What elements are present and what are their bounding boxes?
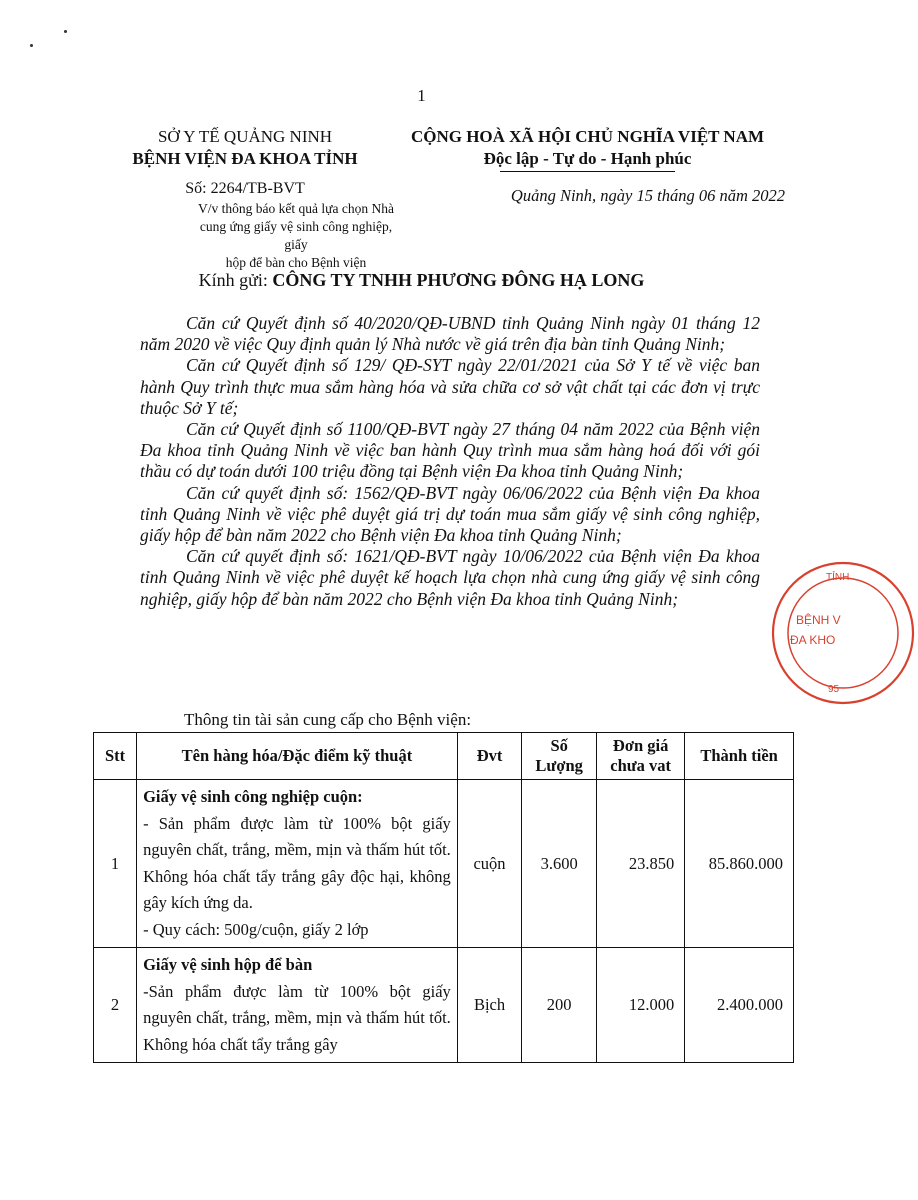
header-qty-line2: Lượng <box>535 756 583 775</box>
item-name: Giấy vệ sinh hộp để bàn <box>143 955 313 974</box>
legal-basis-item: Căn cứ quyết định số: 1562/QĐ-BVT ngày 06/06/2022 của Bệnh viện Đa khoa tỉnh Quảng Ninh về việc phê duyệt giá trị dự toán mua sắm giấy vệ sinh công nghiệp, giấy hộp để bàn năm 2022 cho Bệnh viện Đa khoa tỉnh Quảng Ninh; <box>140 482 760 546</box>
national-motto: Độc lập - Tự do - Hạnh phúc <box>483 149 692 168</box>
cell-stt: 2 <box>94 948 137 1063</box>
motto-underline <box>500 171 675 172</box>
stamp-text-bottom: 95 <box>828 684 840 695</box>
legal-basis-item: Căn cứ quyết định số: 1621/QĐ-BVT ngày 10/06/2022 của Bệnh viện Đa khoa tỉnh Quảng Ninh về việc phê duyệt kế hoạch lựa chọn nhà cung ứng giấy vệ sinh công nghiệp, giấy hộp để bàn năm 2022 cho Bệnh viện Đa khoa tỉnh Quảng Ninh; <box>140 546 760 609</box>
item-name: Giấy vệ sinh công nghiệp cuộn: <box>143 787 363 806</box>
recipient-prefix: Kính gửi: <box>198 270 268 290</box>
national-title: CỘNG HOÀ XÃ HỘI CHỦ NGHĨA VIỆT NAM <box>410 127 765 146</box>
stamp-text-line2: ĐA KHO <box>790 633 836 647</box>
header-qty <box>522 733 597 780</box>
legal-basis-item: Căn cứ Quyết định số 1100/QĐ-BVT ngày 27 tháng 04 năm 2022 của Bệnh viện Đa khoa tỉnh Quảng Ninh về việc ban hành Quy trình mua sắm hàng hoá đối với gói thầu có dự toán dưới 100 triệu đồng tại Bệnh viện Đa khoa tỉnh Quảng Ninh; <box>140 419 760 482</box>
header-price <box>597 733 685 780</box>
place-date: Quảng Ninh, ngày 15 tháng 06 năm 2022 <box>510 186 785 205</box>
items-table <box>93 732 794 1063</box>
header-price-line1: Đơn giá <box>612 736 669 755</box>
cell-total: 2.400.000 <box>685 948 794 1063</box>
cell-unit: Bịch <box>457 948 521 1063</box>
scan-speck <box>64 30 67 33</box>
cell-description <box>137 948 458 1063</box>
header-stt: Stt <box>94 733 137 780</box>
cell-total: 85.860.000 <box>685 780 794 948</box>
recipient-line <box>0 270 843 291</box>
cell-price: 23.850 <box>597 780 685 948</box>
cell-description <box>137 780 458 948</box>
subject-line: cung ứng giấy vệ sinh công nghiệp, giấy <box>199 219 393 252</box>
official-stamp <box>768 558 918 708</box>
item-spec: - Sản phẩm được làm từ 100% bột giấy nguyên chất, trắng, mềm, mịn và thấm hút tốt. Không hóa chất tẩy trắng gây độc hại, không gây kích ứng da. <box>143 813 451 912</box>
item-spec: - Quy cách: 500g/cuộn, giấy 2 lớp <box>143 919 369 939</box>
national-header <box>390 126 785 172</box>
cell-qty: 3.600 <box>522 780 597 948</box>
header-name: Tên hàng hóa/Đặc điểm kỹ thuật <box>137 733 458 780</box>
subject-line: hộp để bàn cho Bệnh viện <box>225 255 367 270</box>
document-number: Số: 2264/TB-BVT <box>185 180 305 197</box>
item-spec: -Sản phẩm được làm từ 100% bột giấy nguyên chất, trắng, mềm, mịn và thấm hút tốt. Không hóa chất tẩy trắng gây <box>143 981 451 1054</box>
table-row <box>94 780 794 948</box>
header-unit: Đvt <box>457 733 521 780</box>
cell-qty: 200 <box>522 948 597 1063</box>
issuer-hospital: BỆNH VIỆN ĐA KHOA TỈNH <box>132 149 358 168</box>
recipient-name: CÔNG TY TNHH PHƯƠNG ĐÔNG HẠ LONG <box>272 270 645 290</box>
stamp-text-line1: BỆNH V <box>796 613 841 627</box>
header-total: Thành tiền <box>685 733 794 780</box>
table-intro: Thông tin tài sản cung cấp cho Bệnh viện: <box>184 710 472 729</box>
subject-block <box>188 200 404 272</box>
header-price-line2: chưa vat <box>610 756 672 775</box>
page-number: 1 <box>417 86 426 105</box>
legal-basis-item: Căn cứ Quyết định số 129/ QĐ-SYT ngày 22/01/2021 của Sở Y tế về việc ban hành Quy trình thực mua sắm hàng hóa và sửa chữa cơ sở vật chất tại các đơn vị trực thuộc Sở Y tế; <box>140 355 760 418</box>
legal-basis <box>140 313 760 610</box>
issuer-department: SỞ Y TẾ QUẢNG NINH <box>157 127 333 146</box>
stamp-text-top: TỈNH <box>826 572 850 583</box>
table-header-row <box>94 733 794 780</box>
cell-unit: cuộn <box>457 780 521 948</box>
scan-speck <box>30 44 33 47</box>
issuer-header <box>100 126 390 170</box>
header-qty-line1: Số <box>550 736 568 755</box>
cell-price: 12.000 <box>597 948 685 1063</box>
cell-stt: 1 <box>94 780 137 948</box>
subject-line: V/v thông báo kết quả lựa chọn Nhà <box>198 201 394 216</box>
legal-basis-item: Căn cứ Quyết định số 40/2020/QĐ-UBND tỉnh Quảng Ninh ngày 01 tháng 12 năm 2020 về việc Quy định quản lý Nhà nước về giá trên địa bàn tỉnh Quảng Ninh; <box>140 313 760 355</box>
table-row <box>94 948 794 1063</box>
